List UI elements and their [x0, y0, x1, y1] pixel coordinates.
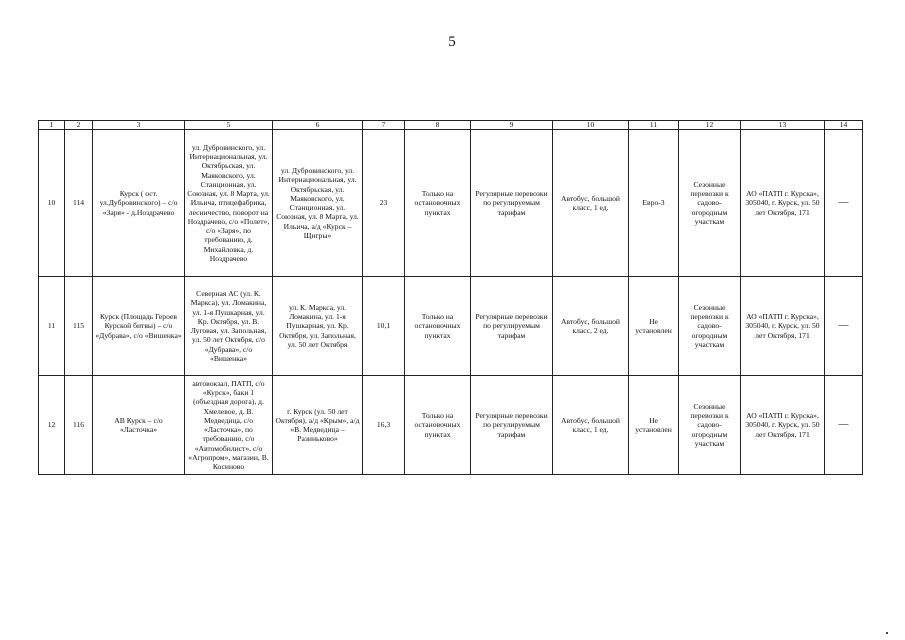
- routes-table: [38, 120, 863, 475]
- stops-order-cell: Только на остановочных пунктах: [405, 277, 471, 376]
- route-number-cell: 115: [65, 277, 93, 376]
- length-cell: 23: [363, 130, 405, 277]
- col-header: 7: [363, 121, 405, 130]
- col-header: 5: [185, 121, 273, 130]
- carrier-cell: АО «ПАТП г. Курска», 305040, г. Курск, ул. 50 лет Октября, 171: [741, 130, 825, 277]
- extra-cell: —: [825, 130, 863, 277]
- reg-number-cell: 10: [39, 130, 65, 277]
- transport-type-cell: Регулярные перевозки по регулируемым тарифам: [471, 130, 553, 277]
- eco-class-cell: Не установлен: [629, 376, 679, 475]
- transport-type-cell: Регулярные перевозки по регулируемым тарифам: [471, 277, 553, 376]
- vehicle-cell: Автобус, большой класс, 1 ед.: [553, 130, 629, 277]
- season-cell: Сезонные перевозки к садово-огородным участкам: [679, 376, 741, 475]
- stops-order-cell: Только на остановочных пунктах: [405, 130, 471, 277]
- col-header: 10: [553, 121, 629, 130]
- col-header: 13: [741, 121, 825, 130]
- season-cell: Сезонные перевозки к садово-огородным участкам: [679, 277, 741, 376]
- carrier-cell: АО «ПАТП г. Курска», 305040, г. Курск, ул. 50 лет Октября, 171: [741, 277, 825, 376]
- col-header: 6: [273, 121, 363, 130]
- col-header: 9: [471, 121, 553, 130]
- route-number-cell: 116: [65, 376, 93, 475]
- eco-class-cell: Не установлен: [629, 277, 679, 376]
- col-header: 1: [39, 121, 65, 130]
- stops-order-cell: Только на остановочных пунктах: [405, 376, 471, 475]
- extra-cell: —: [825, 277, 863, 376]
- extra-cell: —: [825, 376, 863, 475]
- scan-speck: [886, 632, 888, 634]
- col-header: 11: [629, 121, 679, 130]
- carrier-cell: АО «ПАТП г. Курска», 305040, г. Курск, ул. 50 лет Октября, 171: [741, 376, 825, 475]
- transport-type-cell: Регулярные перевозки по регулируемым тарифам: [471, 376, 553, 475]
- streets-cell: ул. Дубровинского, ул. Интернациональная, ул. Октябрьская, ул. Маяковского, ул. Станционная, ул. Союзная, ул. 8 Марта, ул. Ильича, а/д «Курск – Щигры»: [273, 130, 363, 277]
- streets-cell: ул. К. Маркса, ул. Ломакина, ул. 1-я Пушкарная, ул. Кр. Октября, ул. Запольная, ул. 50 лет Октября: [273, 277, 363, 376]
- vehicle-cell: Автобус, большой класс, 2 ед.: [553, 277, 629, 376]
- length-cell: 10,1: [363, 277, 405, 376]
- page-number: 5: [448, 34, 456, 50]
- streets-cell: г. Курск (ул. 50 лет Октября), а/д «Крым», а/д «В. Медведица – Разиньково»: [273, 376, 363, 475]
- header-row: [39, 121, 863, 130]
- route-name-cell: АВ Курск – с/о «Ласточка»: [93, 376, 185, 475]
- route-number-cell: 114: [65, 130, 93, 277]
- stops-cell: ул. Дубровинского, ул. Интернациональная, ул. Октябрьская, ул. Маяковского, ул. Станционная, ул. Союзная, ул. 8 Марта, ул. Ильича, птицефабрика, лесничество, поворот на Ноздрачево, с/о «Полет», с/о «Заря», по требованию, д. Михайловка, д. Ноздрачево: [185, 130, 273, 277]
- stops-cell: автовокзал, ПАТП, с/о «Курск», баки 1 (объездная дорога), д. Хмелевое, д. В. Медведица, с/о «Ласточка», по требованию, с/о «Автомобилист», с/о «Агропром», магазин, В. Косиново: [185, 376, 273, 475]
- length-cell: 16,3: [363, 376, 405, 475]
- stops-cell: Северная АС (ул. К. Маркса), ул. Ломакина, ул. 1-я Пушкарная, ул. Кр. Октября, ул. В. Луговая, ул. Запольная, ул. 50 лет Октября, с/о «Дубрава», с/о «Вишенка»: [185, 277, 273, 376]
- col-header: 8: [405, 121, 471, 130]
- table-row: [39, 277, 863, 376]
- col-header: 2: [65, 121, 93, 130]
- route-name-cell: Курск (Площадь Героев Курской битвы) – с/о «Дубрава», с/о «Вишенка»: [93, 277, 185, 376]
- col-header: 14: [825, 121, 863, 130]
- vehicle-cell: Автобус, большой класс, 1 ед.: [553, 376, 629, 475]
- reg-number-cell: 12: [39, 376, 65, 475]
- table-row: [39, 376, 863, 475]
- col-header: 3: [93, 121, 185, 130]
- col-header: 12: [679, 121, 741, 130]
- table-row: [39, 130, 863, 277]
- eco-class-cell: Евро-3: [629, 130, 679, 277]
- season-cell: Сезонные перевозки к садово-огородным участкам: [679, 130, 741, 277]
- route-name-cell: Курск ( ост. ул.Дубровинского) – с/о «Заря» - д.Ноздрачево: [93, 130, 185, 277]
- reg-number-cell: 11: [39, 277, 65, 376]
